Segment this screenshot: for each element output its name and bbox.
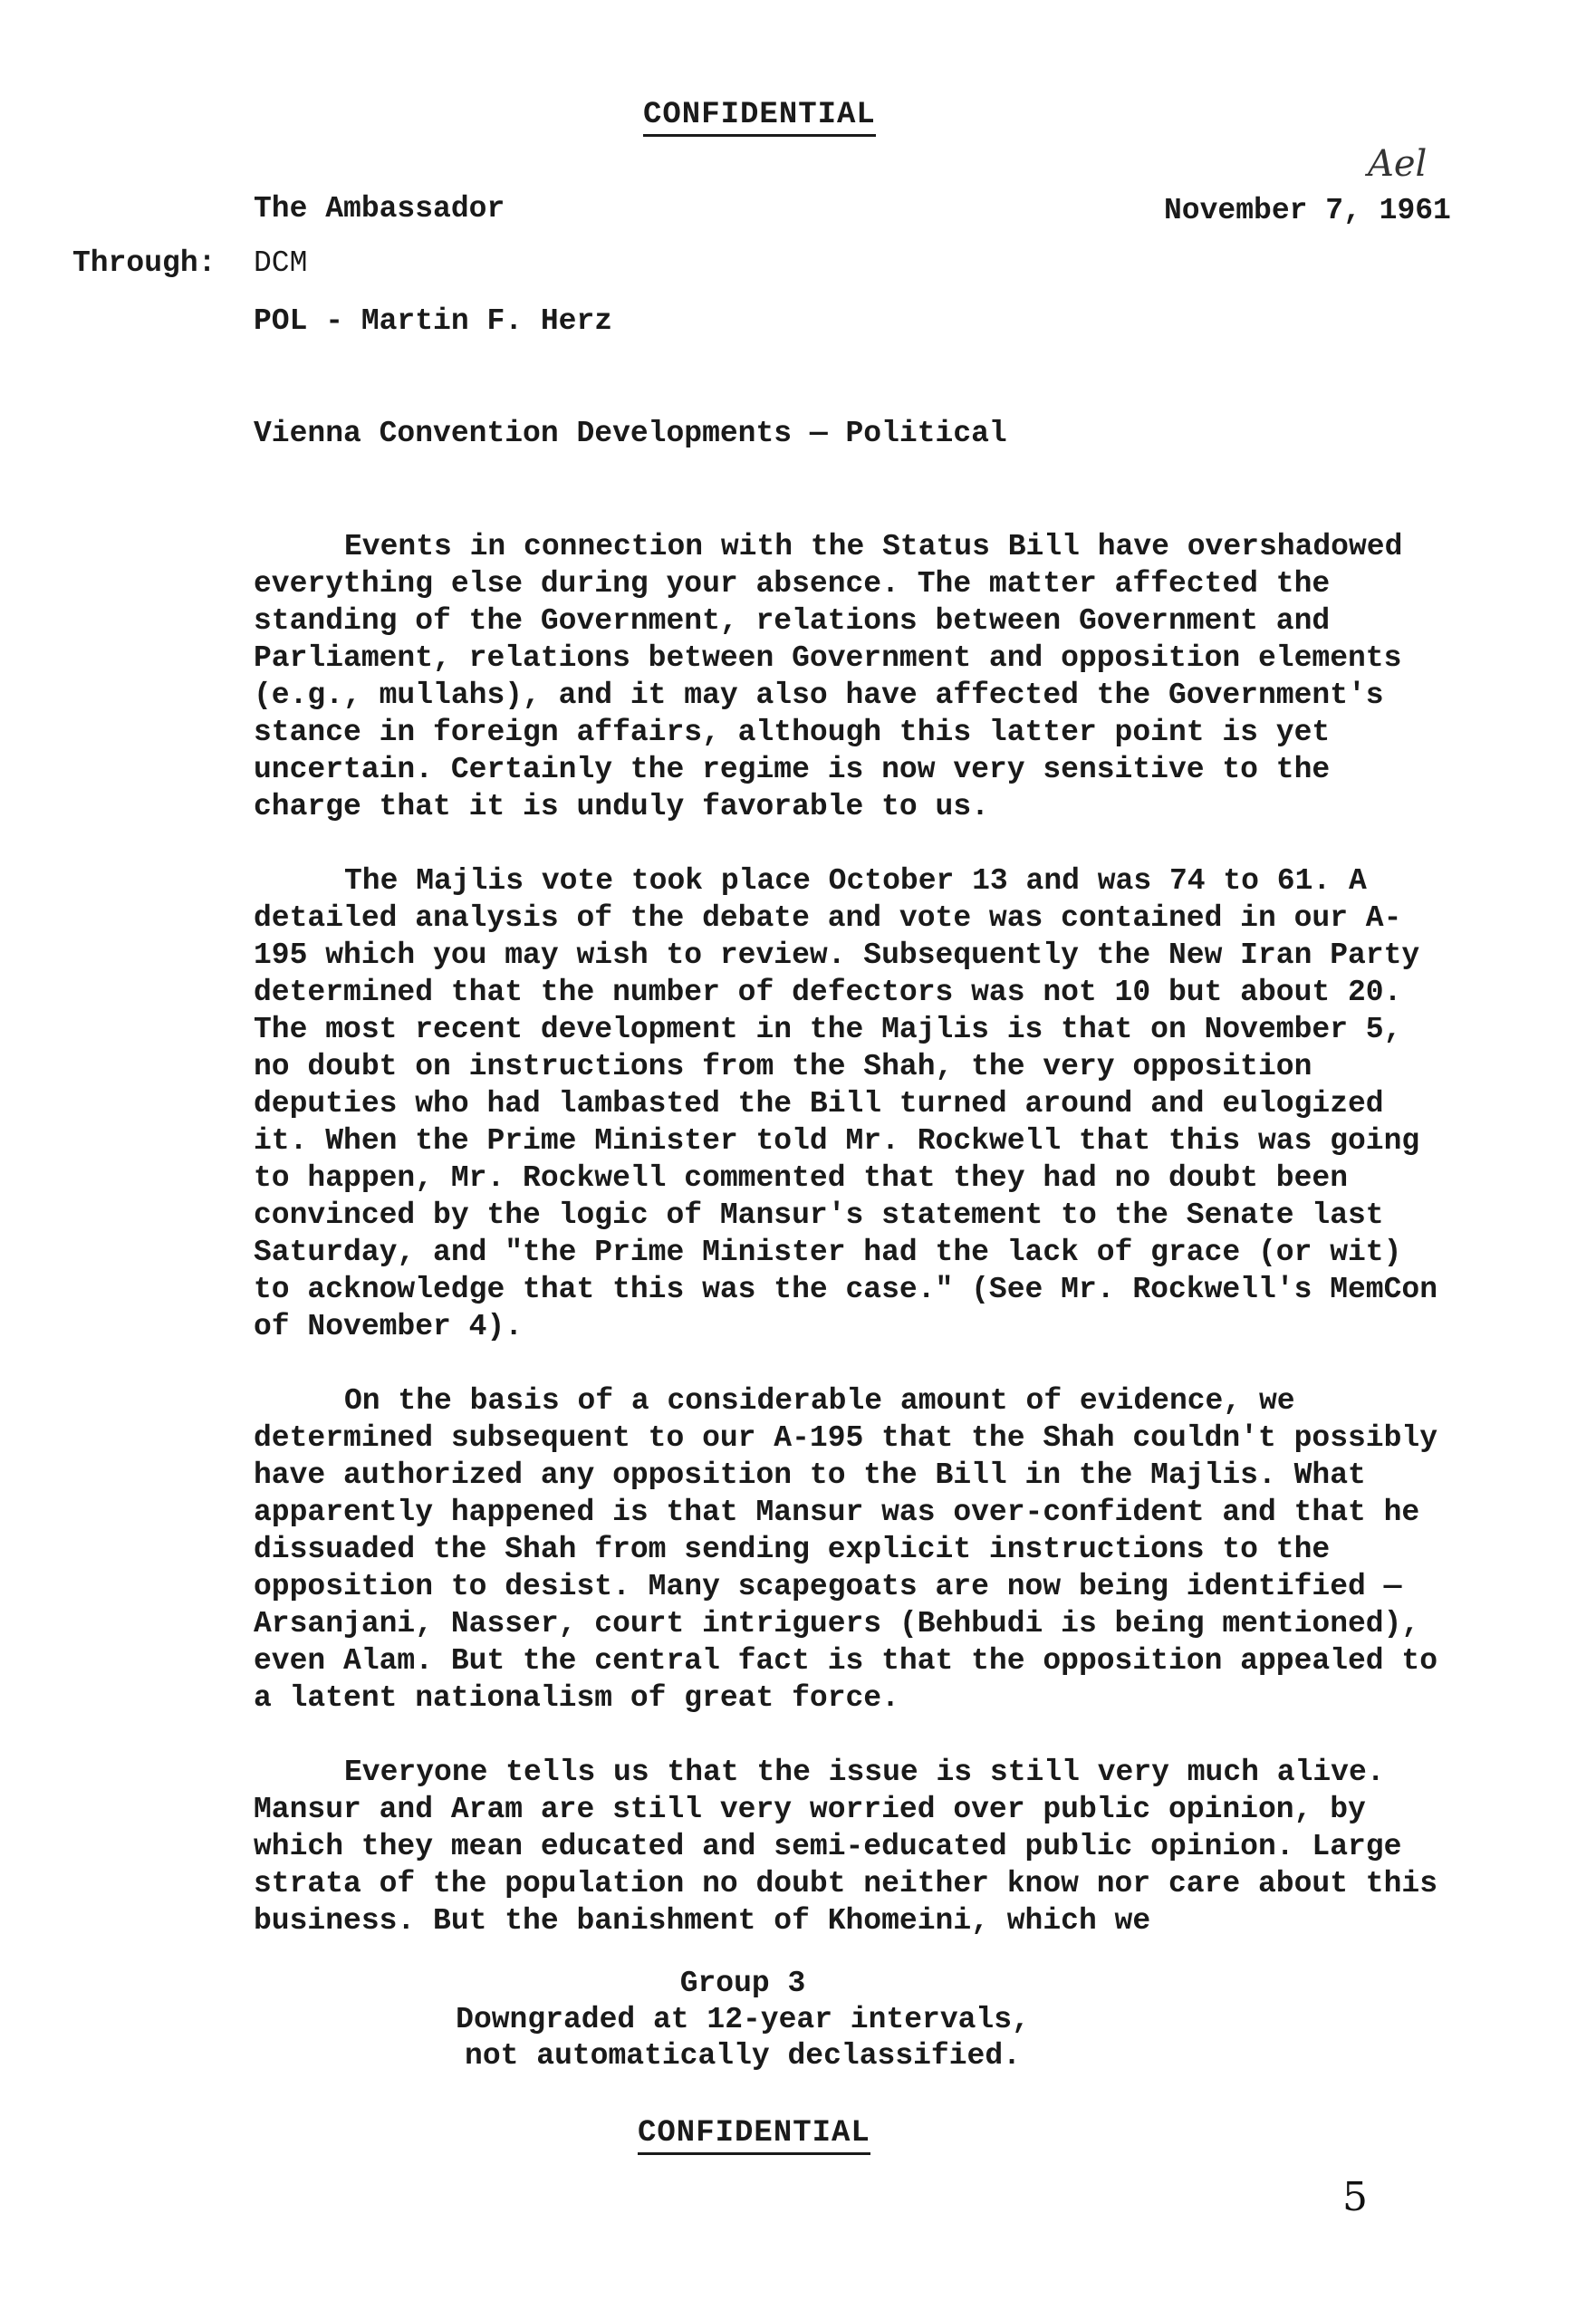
memo-body [254, 528, 1449, 1939]
group-label: Group 3 [679, 1967, 806, 2000]
memo-from: POL - Martin F. Herz [254, 304, 613, 338]
memo-subject: Vienna Convention Developments — Political [254, 417, 1007, 450]
memo-date: November 7, 1961 [1164, 194, 1451, 227]
classification-top: CONFIDENTIAL [643, 98, 876, 137]
downgrade-line-1: Downgraded at 12-year intervals, [456, 2003, 1030, 2036]
body-paragraph-3: On the basis of a considerable amount of evidence, we determined subsequent to our A-195 that the Shah couldn't possibly have authorized any opposition to the Bill in the Majlis. What apparently happened is that Mansur was over-confident and that he dissuaded the Shah from sending explicit instructions to the opposition to desist. Many scapegoats are now being identified — Arsanjani, Nasser, court intriguers (Behbudi is being mentioned), even Alam. But the central fact is that the opposition appealed to a latent nationalism of great force. [254, 1384, 1438, 1715]
handwritten-initials: Ael [1368, 143, 1428, 185]
body-paragraph-4: Everyone tells us that the issue is still very much alive. Mansur and Aram are still very worried over public opinion, by which they mean educated and semi-educated public opinion. Large strata of the population no doubt neither know nor care about this business. But the banishment of Khomeini, which we [254, 1756, 1438, 1938]
classification-bottom: CONFIDENTIAL [638, 2116, 870, 2155]
through-value: DCM [254, 246, 308, 280]
memo-to: The Ambassador [254, 192, 505, 226]
page-number: 5 [1342, 2174, 1368, 2220]
through-label: Through: [72, 246, 216, 280]
body-paragraph-2: The Majlis vote took place October 13 and was 74 to 61. A detailed analysis of the debate and vote was contained in our A-195 which you may wish to review. Subsequently the New Iran Party determined that the number of defectors was not 10 but about 20. The most recent development in the Majlis is that on November 5, no doubt on instructions from the Shah, the very opposition deputies who had lambasted the Bill turned around and eulogized it. When the Prime Minister told Mr. Rockwell that this was going to happen, Mr. Rockwell commented that they had no doubt been convinced by the logic of Mansur's statement to the Senate last Saturday, and "the Prime Minister had the lack of grace (or wit) to acknowledge that this was the case." (See Mr. Rockwell's MemCon of November 4). [254, 864, 1438, 1343]
downgrade-line-2: not automatically declassified. [465, 2039, 1021, 2073]
body-paragraph-1: Events in connection with the Status Bill have overshadowed everything else during your absence. The matter affected the standing of the Government, relations between Government and Parliament, relations between Government and opposition elements (e.g., mullahs), and it may also have affected the Government's stance in foreign affairs, although this latter point is yet uncertain. Certainly the regime is now very sensitive to the charge that it is unduly favorable to us. [254, 530, 1403, 823]
declassification-block [426, 1966, 1060, 2074]
